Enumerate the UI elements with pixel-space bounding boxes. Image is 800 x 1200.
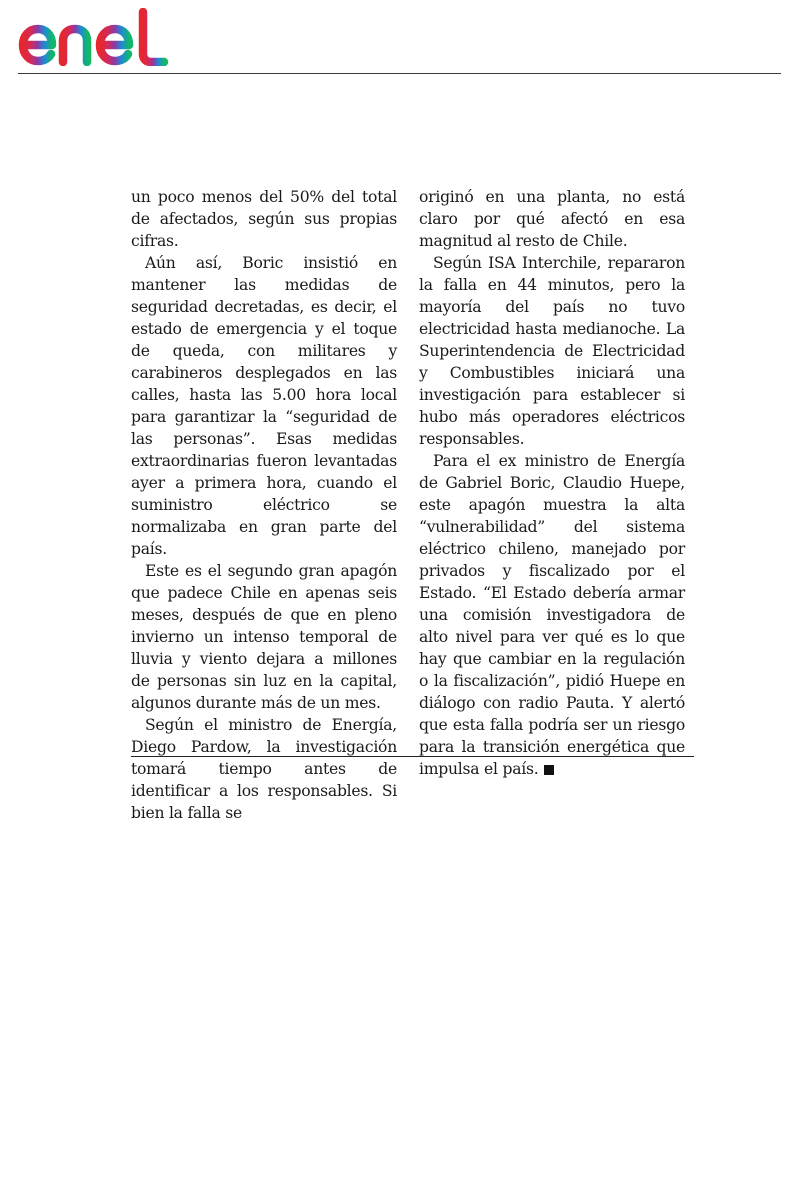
enel-logo [18,8,170,66]
article-bottom-divider [131,756,694,757]
header-divider [18,73,781,74]
page-header [0,0,800,76]
end-of-article-square-icon [544,765,554,775]
paragraph: originó en una planta, no está claro por qué afectó en esa magnitud al resto de Chile. [419,188,685,250]
paragraph: Según el ministro de Energía, Diego Pardow, la investigación tomará tiempo antes de identificar a los responsables. Si bien la falla se [131,716,397,822]
paragraph: Aún así, Boric insistió en mantener las medidas de seguridad decretadas, es decir, el estado de emergencia y el toque de queda, con militares y carabineros desplegados en las calles, hasta las 5.00 hora local para garantizar la “seguridad de las personas”. Esas medidas extraordinarias fueron levantadas ayer a primera hora, cuando el suministro eléctrico se normalizaba en gran parte del país. [131,254,397,558]
paragraph: Según ISA Interchile, repararon la falla en 44 minutos, pero la mayoría del país no tuvo electricidad hasta medianoche. La Superintendencia de Electricidad y Combustibles iniciará una investigación para establecer si hubo más operadores eléctricos responsables. [419,254,685,448]
paragraph: Este es el segundo gran apagón que padece Chile en apenas seis meses, después de que en pleno invierno un intenso temporal de lluvia y viento dejara a millones de personas sin luz en la capital, algunos durante más de un mes. [131,562,397,712]
paragraph-text: Para el ex ministro de Energía de Gabriel Boric, Claudio Huepe, este apagón muestra la alta “vulnerabilidad” del sistema eléctrico chileno, manejado por privados y fiscalizado por el Estado. “El Estado debería armar una comisión investigadora de alto nivel para ver qué es lo que hay que cambiar en la regulación o la fiscalización”, pidió Huepe en diálogo con radio Pauta. Y alertó que esta falla podría ser un riesgo para la transición energética que impulsa el país. [419,452,685,778]
paragraph-final [419,450,685,780]
article-column-left [131,186,397,824]
paragraph: un poco menos del 50% del total de afectados, según sus propias cifras. [131,188,397,250]
article-column-right [419,186,685,780]
